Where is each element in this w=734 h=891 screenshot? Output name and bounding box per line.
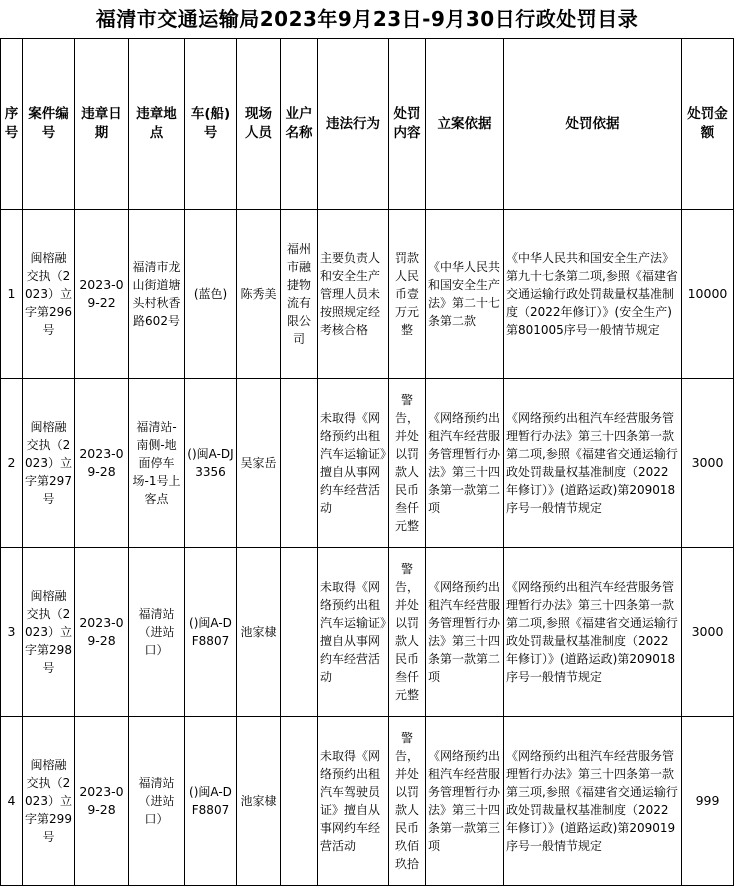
header-seq: 序号 [1,39,23,210]
cell-filing-basis: 《网络预约出租汽车经营服务管理暂行办法》第三十四条第一款第二项 [426,379,504,548]
cell-penalty: 警告，并处以罚款人民币叁仟元整 [389,379,426,548]
header-row [1,39,734,210]
cell-filing-basis: 《网络预约出租汽车经营服务管理暂行办法》第三十四条第一款第二项 [426,548,504,717]
cell-location: 福清站-南侧-地面停车场-1号上客点 [129,379,185,548]
cell-staff: 池家棣 [237,548,281,717]
cell-violation: 主要负责人和安全生产管理人员未按照规定经考核合格 [318,210,389,379]
header-staff: 现场人员 [237,39,281,210]
cell-case-no: 闽榕融交执（2023）立字第296号 [23,210,75,379]
cell-amount: 3000 [682,379,734,548]
cell-case-no: 闽榕融交执（2023）立字第297号 [23,379,75,548]
cell-case-no: 闽榕融交执（2023）立字第298号 [23,548,75,717]
header-case-no: 案件编号 [23,39,75,210]
cell-plate: ()闽A-DF8807 [185,717,237,886]
table-row [1,379,734,548]
cell-penalty: 罚款人民币壹万元整 [389,210,426,379]
header-date: 违章日期 [75,39,129,210]
header-filing-basis: 立案依据 [426,39,504,210]
header-violation: 违法行为 [318,39,389,210]
header-plate: 车(船)号 [185,39,237,210]
cell-company [281,717,318,886]
header-company: 业户名称 [281,39,318,210]
cell-seq: 4 [1,717,23,886]
table-row [1,717,734,886]
cell-penalty-basis: 《网络预约出租汽车经营服务管理暂行办法》第三十四条第一款第二项,参照《福建省交通运输行政处罚裁量权基准制度（2022年修订）》(道路运政)第209018序号一般情节规定 [504,379,682,548]
cell-amount: 999 [682,717,734,886]
cell-plate: (蓝色) [185,210,237,379]
cell-location: 福清站（进站口） [129,548,185,717]
cell-date: 2023-09-28 [75,379,129,548]
cell-amount: 3000 [682,548,734,717]
cell-date: 2023-09-28 [75,717,129,886]
cell-date: 2023-09-28 [75,548,129,717]
cell-seq: 1 [1,210,23,379]
cell-penalty: 警告，并处以罚款人民币玖佰玖拾 [389,717,426,886]
cell-company [281,548,318,717]
header-penalty: 处罚内容 [389,39,426,210]
cell-violation: 未取得《网络预约出租汽车运输证》擅自从事网约车经营活动 [318,379,389,548]
cell-date: 2023-09-22 [75,210,129,379]
cell-company: 福州市融捷物流有限公司 [281,210,318,379]
cell-staff: 池家棣 [237,717,281,886]
cell-amount: 10000 [682,210,734,379]
header-amount: 处罚金额 [682,39,734,210]
cell-plate: ()闽A-DF8807 [185,548,237,717]
cell-penalty-basis: 《中华人民共和国安全生产法》第九十七条第二项,参照《福建省交通运输行政处罚裁量权基准制度（2022年修订）》(安全生产)第801005序号一般情节规定 [504,210,682,379]
page-title: 福清市交通运输局2023年9月23日-9月30日行政处罚目录 [95,7,639,31]
table-row [1,548,734,717]
cell-company [281,379,318,548]
header-location: 违章地点 [129,39,185,210]
cell-staff: 陈秀美 [237,210,281,379]
table-row [1,210,734,379]
cell-plate: ()闽A-DJ3356 [185,379,237,548]
cell-location: 福清市龙山街道塘头村秋香路602号 [129,210,185,379]
cell-seq: 2 [1,379,23,548]
penalty-table [0,38,734,886]
header-penalty-basis: 处罚依据 [504,39,682,210]
cell-penalty-basis: 《网络预约出租汽车经营服务管理暂行办法》第三十四条第一款第二项,参照《福建省交通运输行政处罚裁量权基准制度（2022年修订）》(道路运政)第209018序号一般情节规定 [504,548,682,717]
cell-location: 福清站（进站口） [129,717,185,886]
cell-case-no: 闽榕融交执（2023）立字第299号 [23,717,75,886]
cell-filing-basis: 《网络预约出租汽车经营服务管理暂行办法》第三十四条第一款第三项 [426,717,504,886]
cell-penalty: 警告，并处以罚款人民币叁仟元整 [389,548,426,717]
cell-violation: 未取得《网络预约出租汽车驾驶员证》擅自从事网约车经营活动 [318,717,389,886]
cell-seq: 3 [1,548,23,717]
cell-violation: 未取得《网络预约出租汽车运输证》擅自从事网约车经营活动 [318,548,389,717]
cell-staff: 吴家岳 [237,379,281,548]
cell-penalty-basis: 《网络预约出租汽车经营服务管理暂行办法》第三十四条第一款第三项,参照《福建省交通运输行政处罚裁量权基准制度（2022年修订）》(道路运政)第209019序号一般情节规定 [504,717,682,886]
cell-filing-basis: 《中华人民共和国安全生产法》第二十七条第二款 [426,210,504,379]
